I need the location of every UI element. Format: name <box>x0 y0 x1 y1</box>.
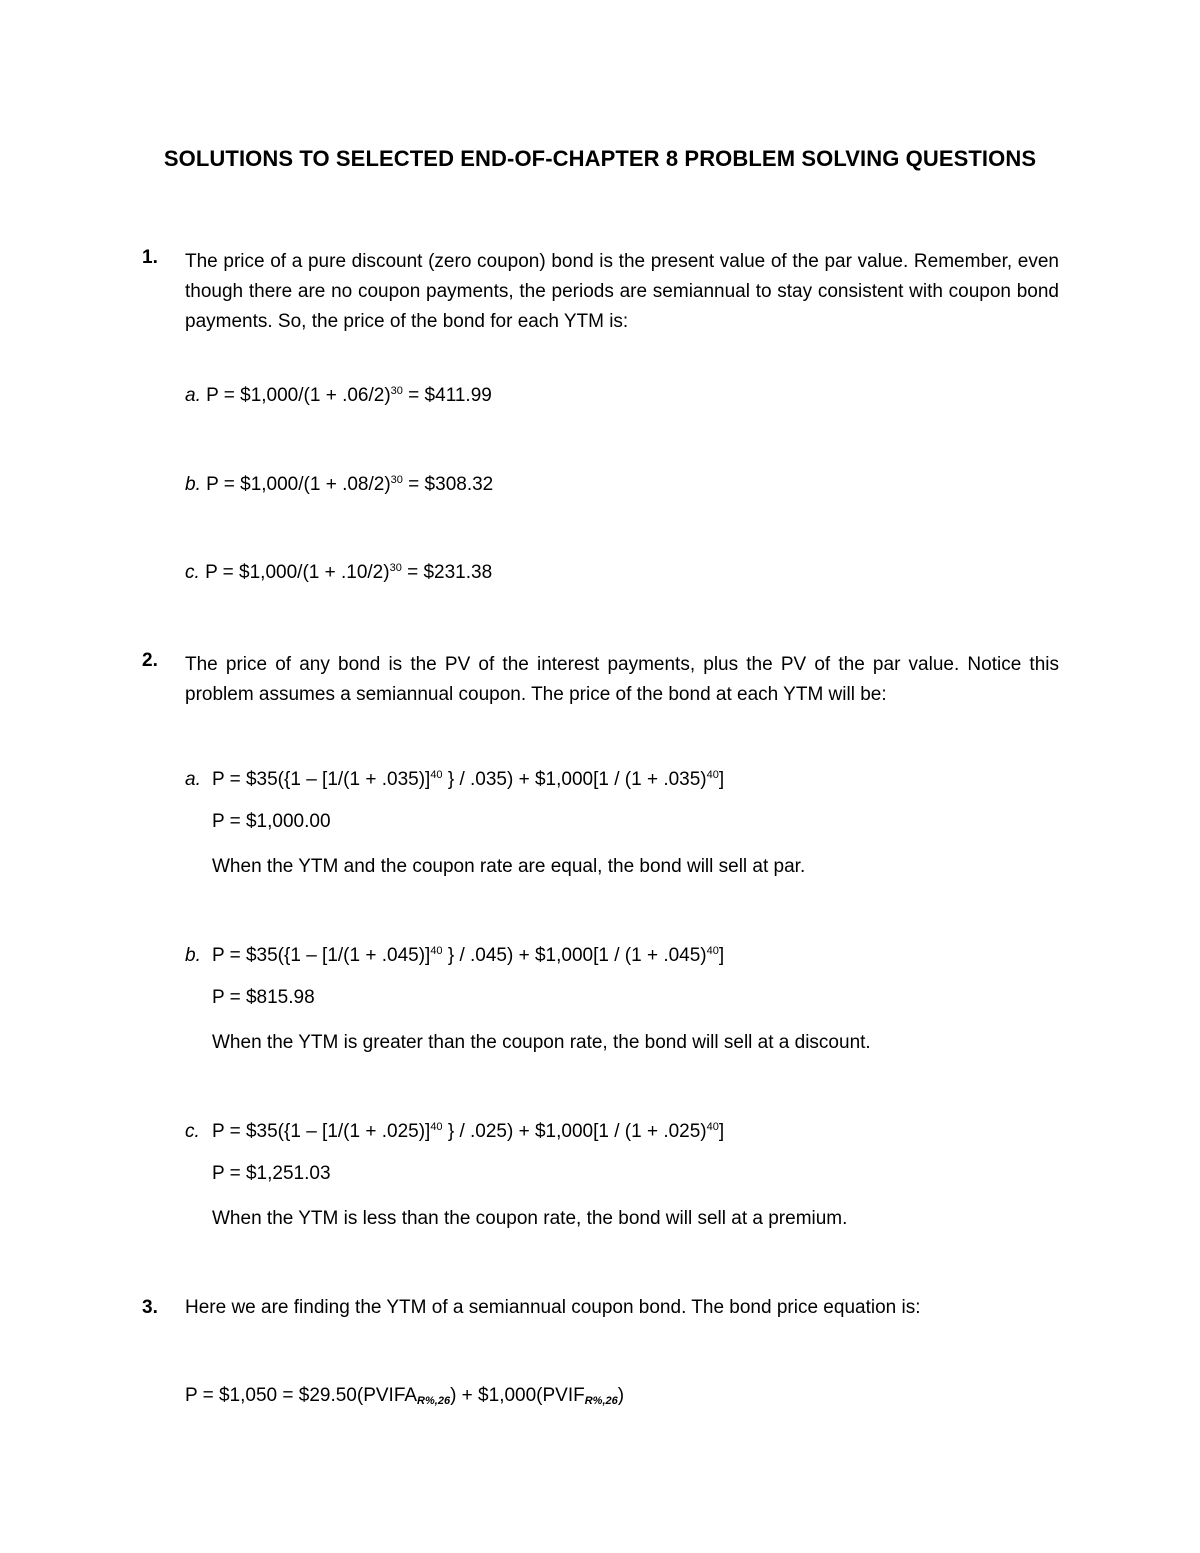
q1-part-c-expr: P = $1,000/(1 + .10/2) <box>205 562 390 583</box>
q1-part-b <box>185 474 493 496</box>
q2-part-b-formula-3: ] <box>718 945 725 966</box>
q1-part-b-label: b. <box>185 474 201 495</box>
q2-part-a-formula-2: } / .035) + $1,000[1 / (1 + .035) <box>442 769 707 790</box>
q1-part-c-label: c. <box>185 562 200 583</box>
q1-part-a-expr: P = $1,000/(1 + .06/2) <box>206 385 391 406</box>
question-1-number: 1. <box>142 247 158 268</box>
q3-equation-subscript-1: R%,26 <box>417 1395 451 1407</box>
q2-part-b-exp-1: 40 <box>430 945 443 957</box>
q2-part-b-note: When the YTM is greater than the coupon rate, the bond will sell at a discount. <box>212 1032 871 1053</box>
q2-part-a-exp-1: 40 <box>430 769 443 781</box>
q1-part-a <box>185 385 492 407</box>
q3-equation-subscript-2: R%,26 <box>584 1395 618 1407</box>
q2-part-b-formula-2: } / .045) + $1,000[1 / (1 + .045) <box>442 945 707 966</box>
document-title: SOLUTIONS TO SELECTED END-OF-CHAPTER 8 PROBLEM SOLVING QUESTIONS <box>163 146 1037 171</box>
q1-part-a-exponent: 30 <box>390 385 403 397</box>
q1-part-a-label: a. <box>185 385 201 406</box>
q1-part-c-result: = $231.38 <box>401 562 493 583</box>
q1-part-b-result: = $308.32 <box>402 474 494 495</box>
q3-bond-price-equation <box>185 1385 624 1407</box>
q2-part-b-price: P = $815.98 <box>212 987 315 1008</box>
q3-equation-part-1: P = $1,050 = $29.50(PVIFA <box>185 1385 418 1406</box>
q2-part-c-formula-3: ] <box>718 1121 725 1142</box>
q2-part-c-exp-2: 40 <box>706 1121 719 1133</box>
q2-part-c-formula-1: P = $35({1 – [1/(1 + .025)] <box>212 1121 431 1142</box>
q3-equation-part-3: ) <box>617 1385 625 1406</box>
question-1-text: The price of a pure discount (zero coupon) bond is the present value of the par value. Remember, even though there are no coupon payments, the periods are semiannual to stay consistent with coupon bond payments. So, the price of the bond for each YTM is: <box>185 251 1059 332</box>
question-2-number: 2. <box>142 650 158 671</box>
q2-part-c-exp-1: 40 <box>430 1121 443 1133</box>
q2-part-a-formula-3: ] <box>718 769 725 790</box>
question-3-text: Here we are finding the YTM of a semiannual coupon bond. The bond price equation is: <box>185 1297 921 1318</box>
q1-part-b-expr: P = $1,000/(1 + .08/2) <box>206 474 391 495</box>
q2-part-b-formula <box>212 945 724 967</box>
q2-part-a-formula <box>212 769 724 791</box>
q2-part-c-formula <box>212 1121 724 1143</box>
q2-part-a-note: When the YTM and the coupon rate are equal, the bond will sell at par. <box>212 856 806 877</box>
q2-part-a-exp-2: 40 <box>706 769 719 781</box>
q2-part-b-formula-1: P = $35({1 – [1/(1 + .045)] <box>212 945 431 966</box>
q1-part-a-result: = $411.99 <box>402 385 492 406</box>
question-3-number: 3. <box>142 1297 158 1318</box>
q2-part-b-exp-2: 40 <box>706 945 719 957</box>
q2-part-a-formula-1: P = $35({1 – [1/(1 + .035)] <box>212 769 431 790</box>
q2-part-a-label: a. <box>185 769 201 790</box>
q2-part-c-label: c. <box>185 1121 200 1142</box>
question-2-text: The price of any bond is the PV of the interest payments, plus the PV of the par value. Notice this problem assumes a semiannual coupon. The price of the bond at each YTM will be: <box>185 654 1059 705</box>
q1-part-c-exponent: 30 <box>389 562 402 574</box>
q2-part-c-price: P = $1,251.03 <box>212 1163 331 1184</box>
q2-part-c-note: When the YTM is less than the coupon rate, the bond will sell at a premium. <box>212 1208 848 1229</box>
q2-part-b-label: b. <box>185 945 201 966</box>
q3-equation-part-2: ) + $1,000(PVIF <box>450 1385 585 1406</box>
q2-part-a-price: P = $1,000.00 <box>212 811 331 832</box>
q1-part-b-exponent: 30 <box>390 474 403 486</box>
q1-part-c <box>185 562 492 584</box>
q2-part-c-formula-2: } / .025) + $1,000[1 / (1 + .025) <box>442 1121 707 1142</box>
